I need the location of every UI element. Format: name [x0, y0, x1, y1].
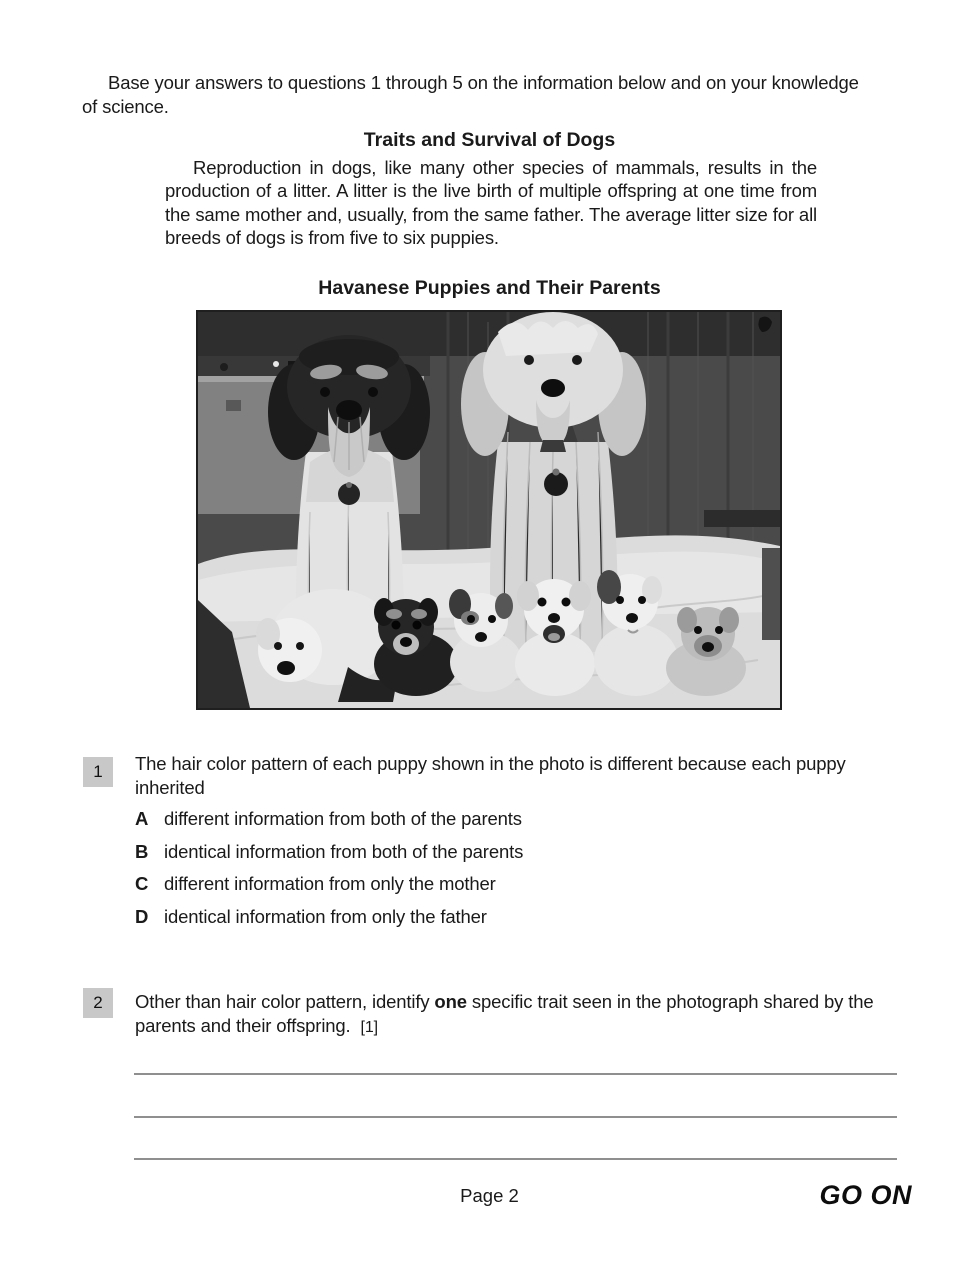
option-d [135, 905, 892, 929]
option-a [135, 807, 892, 831]
question-2-bold-word: one [434, 991, 467, 1012]
go-on-label: GO ON [819, 1180, 912, 1210]
answer-line-3 [134, 1158, 897, 1160]
option-d-letter: D [135, 906, 149, 928]
option-b [135, 840, 892, 864]
intro-text: Base your answers to questions 1 through 5 on the information below and on your knowledge of science. [82, 72, 859, 117]
option-a-text: different information from both of the parents [164, 808, 522, 829]
question-2-text-part2: specific trait seen in the photograph shared by the parents and their offspring. [135, 991, 874, 1036]
option-c-letter: C [135, 873, 149, 895]
question-1-text: The hair color pattern of each puppy shown in the photo is different because each puppy inherited [135, 753, 846, 798]
option-d-text: identical information from only the father [164, 906, 487, 928]
question-1-number: 1 [93, 762, 103, 781]
question-2-number-box [83, 988, 113, 1018]
question-2-points-marker: [1] [360, 1018, 378, 1036]
question-2-text-part1: Other than hair color pattern, identify [135, 991, 435, 1012]
dog-tag-right [544, 472, 568, 496]
puppy-6-tan [666, 607, 746, 696]
option-c [135, 872, 892, 896]
answer-line-1 [134, 1073, 897, 1075]
option-c-text: different information from only the mother [164, 873, 496, 895]
option-a-letter: A [135, 808, 149, 829]
page-number: Page 2 [460, 1185, 519, 1206]
photo-illustration [198, 312, 780, 708]
question-2-text [135, 990, 892, 1039]
havanese-photo [196, 310, 782, 710]
question-2-number: 2 [93, 993, 103, 1012]
answer-line-2 [134, 1116, 897, 1118]
question-1-options [135, 807, 892, 938]
photo-caption: Havanese Puppies and Their Parents [318, 277, 661, 299]
passage-title: Traits and Survival of Dogs [363, 129, 616, 151]
option-b-letter: B [135, 840, 149, 862]
question-1-number-box [83, 757, 113, 787]
option-b-text: identical information from both of the parents [164, 840, 524, 862]
passage-text: Reproduction in dogs, like many other species of mammals, results in the production of a litter. A litter is the live birth of multiple offspring at one time from the same mother and, usually, from the same father. The average litter size for all breeds of dogs is from five to six puppies. [165, 157, 817, 248]
